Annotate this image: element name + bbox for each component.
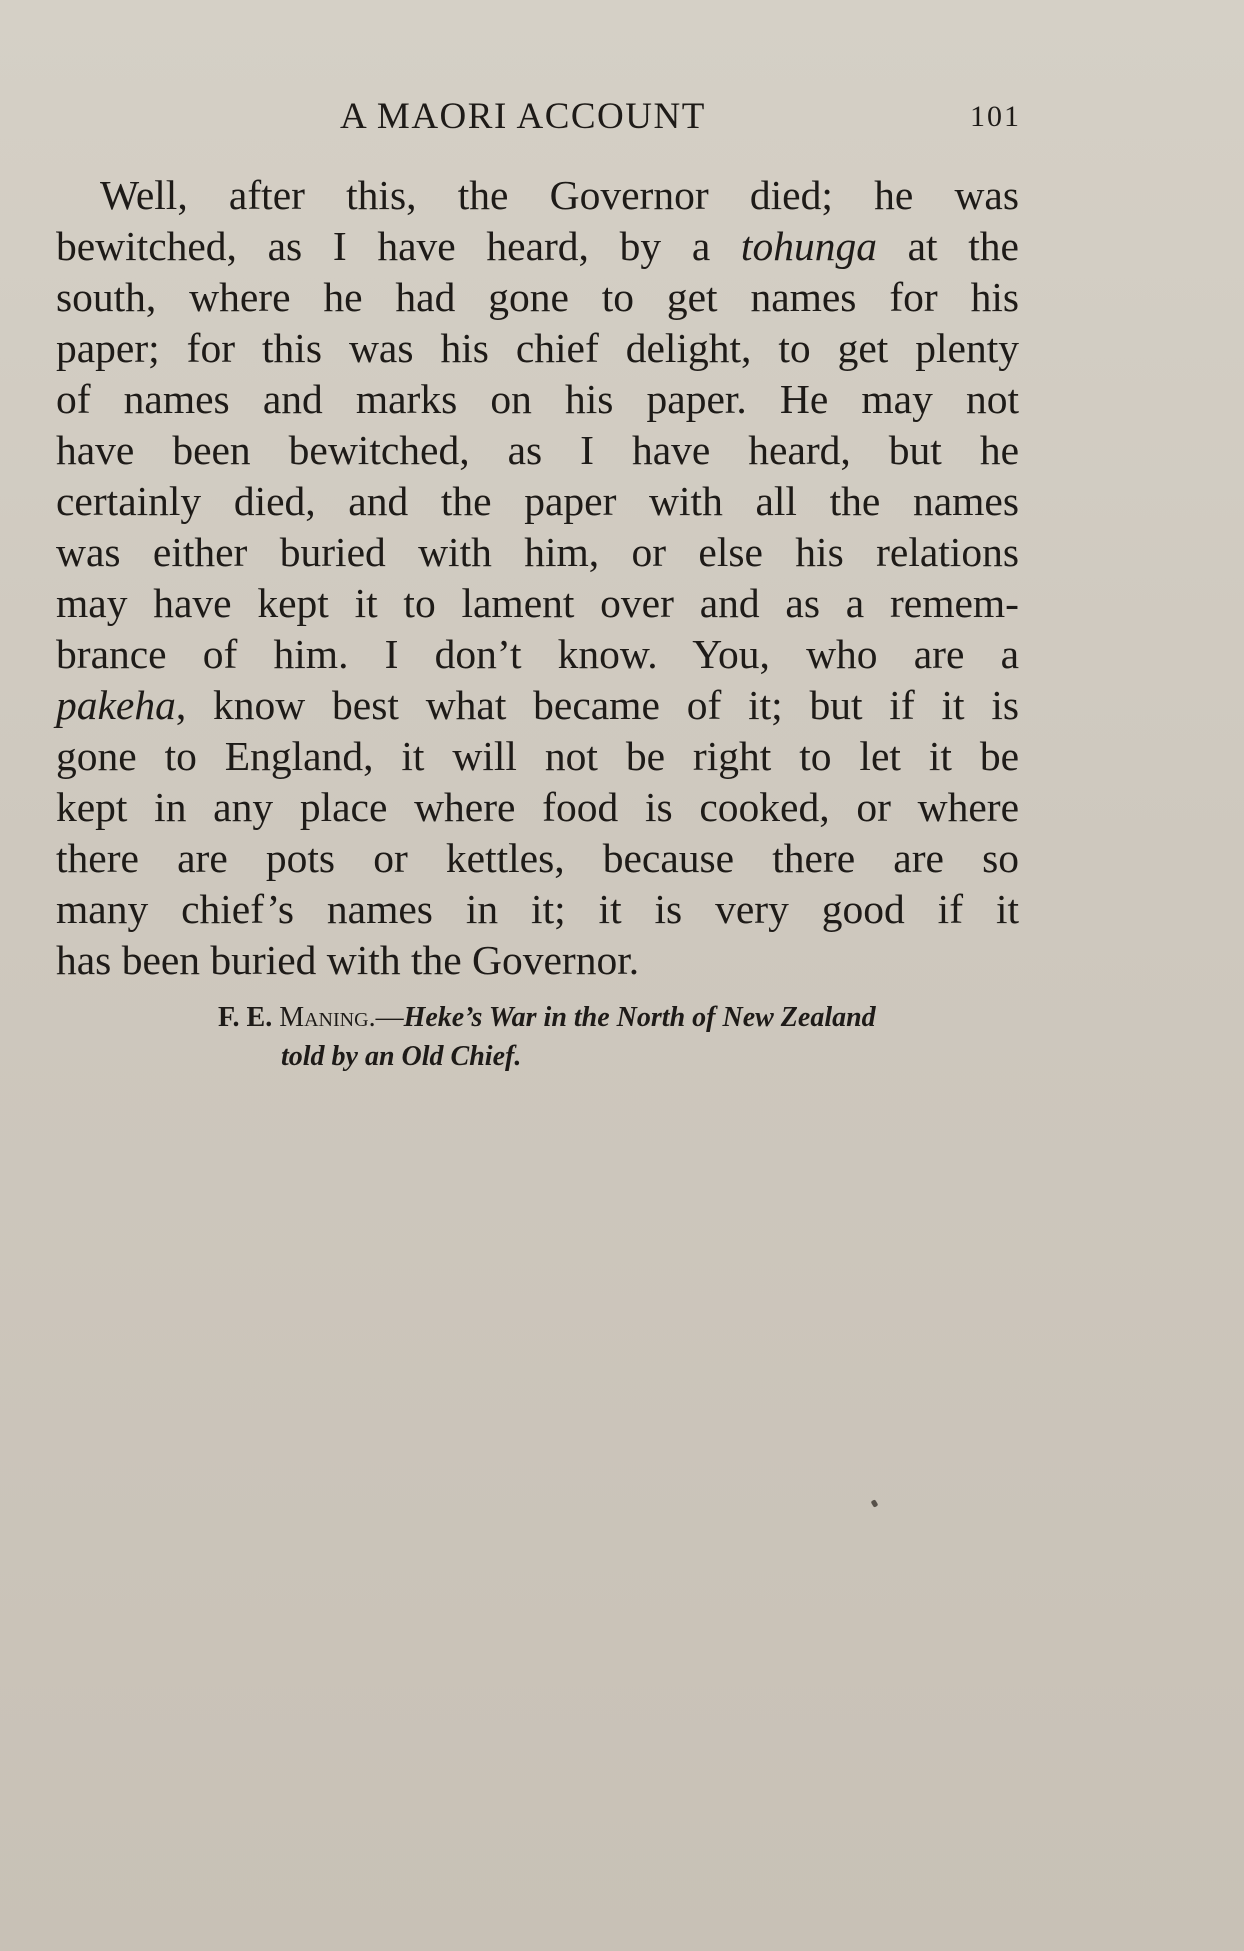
italic-term: pakeha bbox=[56, 682, 176, 728]
text-span: , know best what became of it; but if it is bbox=[175, 682, 1019, 728]
text-line: paper; for this was his chief delight, to get plenty bbox=[56, 325, 1019, 371]
text-line: may have kept it to lament over and as a remem- bbox=[56, 580, 1019, 626]
text-line: Well, after this, the Governor died; he was bbox=[100, 172, 1019, 218]
text-line: many chief’s names in it; it is very good if it bbox=[56, 886, 1019, 932]
text-line: gone to England, it will not be right to let it be bbox=[56, 733, 1019, 779]
text-span: bewitched, as I have heard, by a bbox=[56, 223, 741, 269]
paper-speck bbox=[871, 1499, 879, 1508]
text-line: has been buried with the Governor. bbox=[56, 937, 640, 983]
source-title-continued: told by an Old Chief. bbox=[281, 1041, 522, 1072]
text-line: brance of him. I don’t know. You, who are a bbox=[56, 631, 1019, 677]
italic-term: tohunga bbox=[740, 223, 877, 269]
text-line: south, where he had gone to get names for his bbox=[56, 274, 1019, 320]
body-paragraph bbox=[56, 170, 1019, 986]
source-attribution bbox=[218, 998, 1018, 1076]
page-number: 101 bbox=[970, 100, 1021, 133]
attribution-dash: .— bbox=[368, 1002, 404, 1033]
text-line: there are pots or kettles, because there are so bbox=[56, 835, 1019, 881]
text-line: certainly died, and the paper with all the names bbox=[56, 478, 1019, 524]
text-line: of names and marks on his paper. He may not bbox=[56, 376, 1019, 422]
text-line bbox=[56, 221, 1019, 272]
text-line: was either buried with him, or else his relations bbox=[56, 529, 1019, 575]
text-line bbox=[56, 680, 1019, 731]
running-title: A MAORI ACCOUNT bbox=[340, 96, 706, 137]
source-title: Heke’s War in the North of New Zealand bbox=[403, 1002, 876, 1033]
author-surname: Maning bbox=[279, 1002, 369, 1033]
text-line: kept in any place where food is cooked, or where bbox=[56, 784, 1019, 830]
text-line: have been bewitched, as I have heard, but he bbox=[56, 427, 1019, 473]
author-initials: F. E. bbox=[218, 1002, 280, 1033]
running-head bbox=[0, 92, 1244, 142]
text-span: at the bbox=[876, 223, 1019, 269]
